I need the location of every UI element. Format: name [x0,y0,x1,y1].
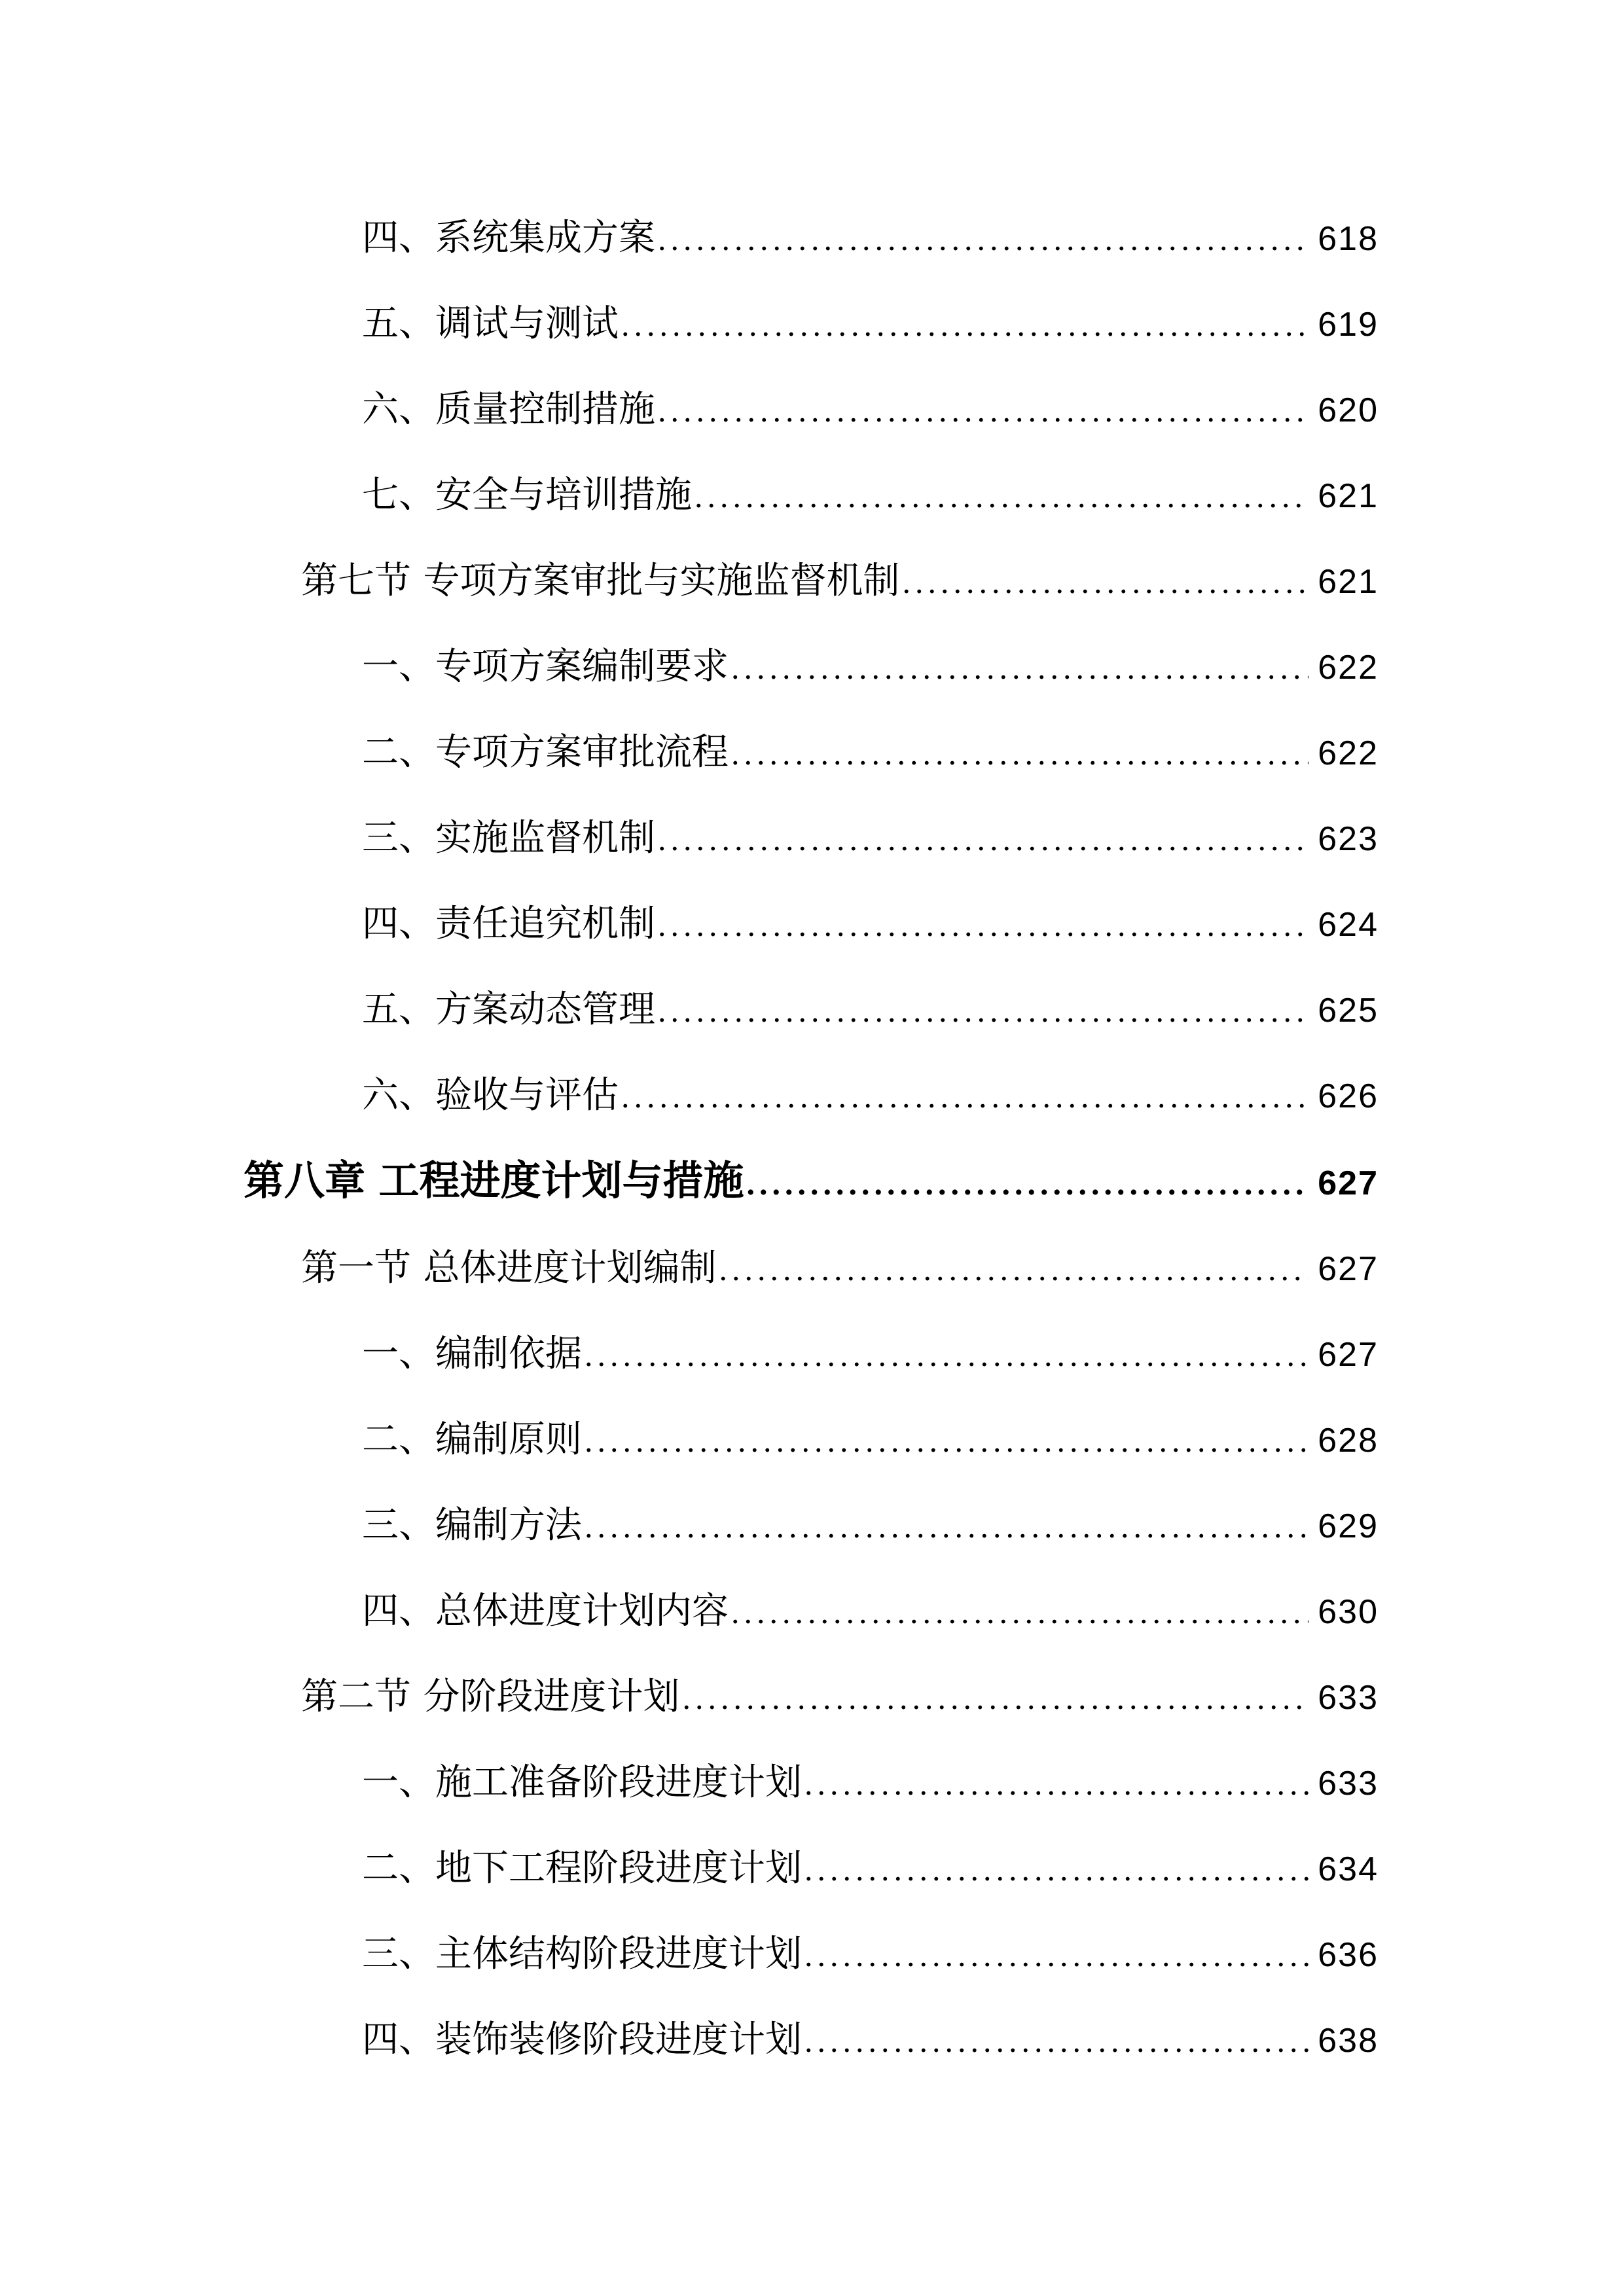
toc-entry[interactable] [244,1483,1379,1569]
dot-leader [804,1912,1308,1998]
toc-entry-title: 装饰装修阶段进度计划 [435,2020,802,2060]
dot-leader [658,368,1308,453]
toc-entry-page-number: 633 [1318,1765,1379,1803]
toc-entry-page-number: 623 [1318,820,1379,858]
dot-leader [731,711,1308,796]
toc-entry-label: 六、 [362,389,435,430]
toc-entry-label: 四、 [362,904,435,944]
dot-leader [719,1227,1308,1312]
toc-entry-title: 质量控制措施 [435,389,655,430]
toc-entry-title: 责任追究机制 [435,904,655,944]
toc-entry-title: 编制方法 [435,1505,582,1546]
toc-entry-title: 地下工程阶段进度计划 [435,1848,802,1889]
toc-entry-label: 二、 [362,1848,435,1889]
toc-entry-label: 第一节 [301,1248,411,1289]
toc-entry-page-number: 630 [1318,1593,1379,1631]
toc-entry-title: 总体进度计划内容 [435,1591,729,1632]
toc-entry-label: 三、 [362,1934,435,1975]
toc-entry[interactable] [244,796,1379,882]
toc-entry-page-number: 629 [1318,1507,1379,1545]
dot-leader [695,454,1308,539]
toc-entry-page-number: 633 [1318,1679,1379,1717]
toc-entry-label: 一、 [362,1334,435,1374]
dot-leader [658,797,1308,882]
toc-entry-page-number: 625 [1318,992,1379,1030]
toc-entry-page-number: 621 [1318,477,1379,515]
toc-entry[interactable] [244,710,1379,796]
toc-entry[interactable] [244,196,1379,281]
toc-entry-title: 系统集成方案 [435,218,655,259]
dot-leader [804,1827,1308,1912]
toc-entry[interactable] [244,967,1379,1053]
toc-list [244,196,1379,2083]
toc-entry-title: 方案动态管理 [435,990,655,1030]
toc-entry-title: 总体进度计划编制 [423,1248,717,1289]
toc-entry[interactable] [244,453,1379,539]
toc-entry[interactable] [244,624,1379,710]
dot-leader [658,196,1308,281]
toc-entry-label: 三、 [362,818,435,859]
toc-entry-page-number: 621 [1318,563,1379,601]
toc-entry-title: 安全与培训措施 [435,475,692,516]
toc-entry-label: 第七节 [301,561,411,601]
toc-entry-label: 四、 [362,2020,435,2060]
dot-leader [902,539,1308,624]
dot-leader [585,1312,1308,1397]
toc-entry-title: 工程进度计划与措施 [378,1159,744,1204]
dot-leader [658,968,1308,1053]
dot-leader [804,1998,1308,2083]
toc-entry-title: 编制原则 [435,1420,582,1460]
toc-entry[interactable] [244,367,1379,453]
dot-leader [731,625,1308,710]
toc-entry-label: 一、 [362,1763,435,1803]
toc-entry-label: 七、 [362,475,435,516]
toc-entry-page-number: 627 [1318,1250,1379,1288]
dot-leader [585,1398,1308,1483]
toc-entry-title: 实施监督机制 [435,818,655,859]
toc-entry-page-number: 634 [1318,1850,1379,1888]
toc-entry-label: 四、 [362,218,435,259]
toc-entry[interactable] [244,1312,1379,1397]
toc-entry-page-number: 622 [1318,734,1379,772]
toc-entry[interactable] [244,1998,1379,2083]
toc-entry-title: 调试与测试 [435,304,619,344]
toc-entry-label: 三、 [362,1505,435,1546]
toc-entry-page-number: 622 [1318,649,1379,687]
toc-entry-title: 专项方案编制要求 [435,647,729,687]
toc-entry-label: 一、 [362,647,435,687]
toc-entry-title: 验收与评估 [435,1075,619,1116]
toc-entry[interactable] [244,1912,1379,1998]
toc-entry-page-number: 638 [1318,2022,1379,2060]
dot-leader [621,282,1308,367]
dot-leader [585,1484,1308,1569]
dot-leader [682,1655,1308,1740]
toc-entry[interactable] [244,1569,1379,1655]
toc-entry-label: 五、 [362,304,435,344]
toc-entry[interactable] [244,1826,1379,1912]
toc-entry-page-number: 627 [1318,1164,1379,1202]
toc-entry-title: 分阶段进度计划 [423,1677,680,1717]
dot-leader [731,1570,1308,1655]
toc-entry-label: 第二节 [301,1677,411,1717]
toc-entry-title: 施工准备阶段进度计划 [435,1763,802,1803]
toc-entry[interactable] [244,539,1379,624]
dot-leader [804,1741,1308,1826]
toc-entry-title: 专项方案审批与实施监督机制 [423,561,900,601]
toc-entry[interactable] [244,882,1379,967]
toc-entry-title: 主体结构阶段进度计划 [435,1934,802,1975]
toc-entry-page-number: 636 [1318,1936,1379,1974]
toc-entry-page-number: 626 [1318,1077,1379,1115]
toc-entry[interactable] [244,1053,1379,1139]
toc-entry-label: 第八章 [244,1159,366,1204]
toc-entry-title: 编制依据 [435,1334,582,1374]
toc-entry-page-number: 619 [1318,306,1379,344]
toc-entry-page-number: 618 [1318,220,1379,258]
toc-entry[interactable] [244,1397,1379,1483]
dot-leader [658,882,1308,967]
toc-entry-page-number: 628 [1318,1422,1379,1460]
toc-entry-page-number: 620 [1318,391,1379,429]
dot-leader [746,1141,1308,1226]
toc-entry-label: 二、 [362,1420,435,1460]
toc-entry-label: 二、 [362,732,435,773]
toc-entry-page-number: 624 [1318,906,1379,944]
toc-entry-page-number: 627 [1318,1336,1379,1374]
toc-entry[interactable] [244,1740,1379,1826]
toc-entry[interactable] [244,1655,1379,1740]
toc-entry[interactable] [244,281,1379,367]
toc-entry[interactable] [244,1139,1379,1226]
toc-entry-label: 四、 [362,1591,435,1632]
toc-entry-label: 五、 [362,990,435,1030]
toc-entry-label: 六、 [362,1075,435,1116]
toc-entry[interactable] [244,1226,1379,1312]
toc-entry-title: 专项方案审批流程 [435,732,729,773]
dot-leader [621,1054,1308,1139]
